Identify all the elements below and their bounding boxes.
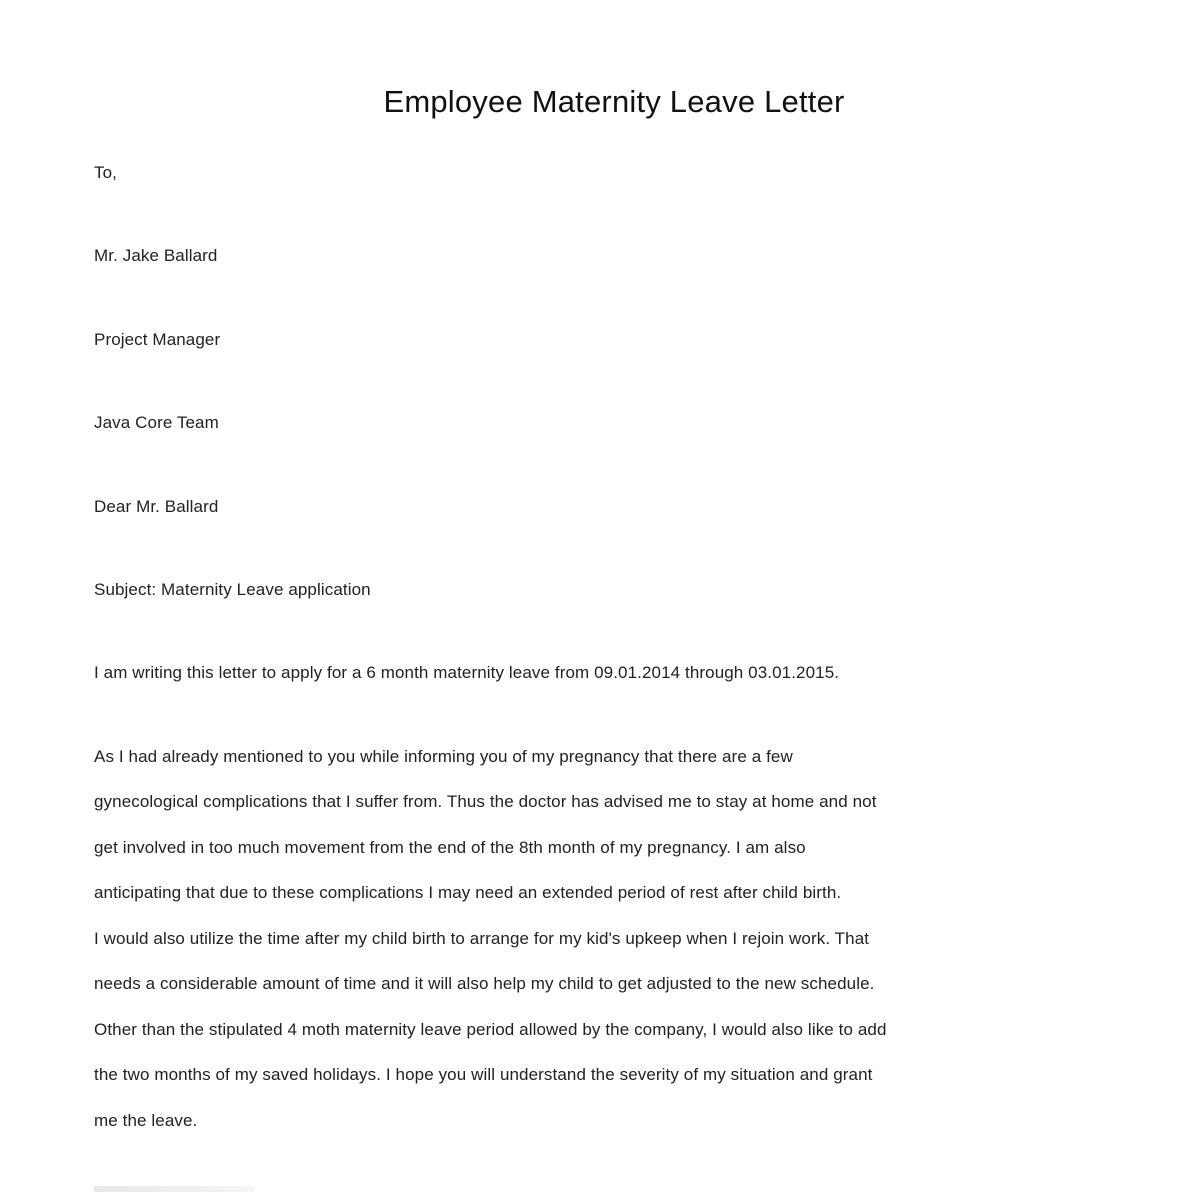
body-line: I am writing this letter to apply for a 6 month maternity leave from 09.01.2014 through 03.01.2015. [94, 663, 840, 682]
subject-line: Subject: Maternity Leave application [94, 580, 371, 599]
recipient-team: Java Core Team [94, 413, 219, 432]
salutation: Dear Mr. Ballard [94, 497, 219, 516]
body-line: gynecological complications that I suffer from. Thus the doctor has advised me to stay at home and not [94, 792, 877, 811]
address-to: To, [94, 163, 117, 182]
body-line: the two months of my saved holidays. I hope you will understand the severity of my situation and grant [94, 1065, 873, 1084]
body-line: needs a considerable amount of time and it will also help my child to get adjusted to the new schedule. [94, 974, 875, 993]
body-line: Other than the stipulated 4 moth maternity leave period allowed by the company, I would also like to add [94, 1020, 887, 1039]
body-line: get involved in too much movement from the end of the 8th month of my pregnancy. I am also [94, 838, 806, 857]
recipient-position: Project Manager [94, 330, 221, 349]
body-line: As I had already mentioned to you while informing you of my pregnancy that there are a few [94, 747, 793, 766]
recipient-name: Mr. Jake Ballard [94, 246, 218, 265]
body-line: anticipating that due to these complications I may need an extended period of rest after child birth. [94, 883, 842, 902]
body-line: I would also utilize the time after my child birth to arrange for my kid's upkeep when I rejoin work. That [94, 929, 870, 948]
body-line: me the leave. [94, 1111, 198, 1130]
page-title: Employee Maternity Leave Letter [383, 84, 845, 119]
cropped-next-line [94, 1186, 254, 1192]
